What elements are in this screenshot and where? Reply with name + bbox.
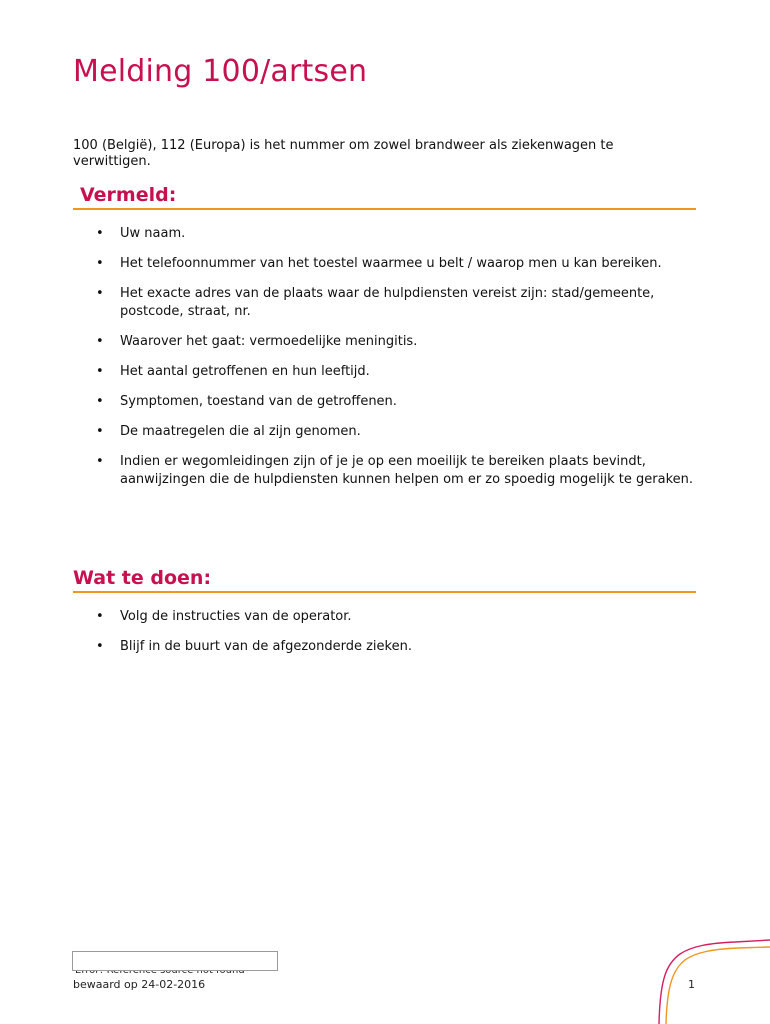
wat-te-doen-list [73, 608, 693, 668]
bullet-icon: • [96, 364, 104, 379]
list-item [73, 393, 693, 411]
list-item-text: Blijf in de buurt van de afgezonderde zieken. [120, 639, 412, 654]
list-item [73, 225, 693, 243]
footer-saved-date: bewaard op 24-02-2016 [73, 978, 206, 991]
list-item [73, 285, 693, 321]
intro-paragraph: 100 (België), 112 (Europa) is het nummer om zowel brandweer als ziekenwagen te verwittigen. [73, 138, 614, 169]
list-item [73, 363, 693, 381]
bullet-icon: • [96, 424, 104, 439]
list-item-text: Uw naam. [120, 226, 186, 241]
list-item-text: Volg de instructies van de operator. [120, 609, 352, 624]
bullet-icon: • [96, 454, 104, 469]
section-title: Wat te doen: [73, 567, 212, 589]
page-title: Melding 100/artsen [73, 54, 368, 89]
bullet-icon: • [96, 286, 104, 301]
section-heading-wat-te-doen [73, 567, 696, 593]
list-item [73, 608, 693, 626]
section-title: Vermeld: [80, 184, 177, 206]
vermeld-list [73, 225, 693, 501]
decorative-curve-icon [640, 930, 770, 1024]
bullet-icon: • [96, 639, 104, 654]
list-item-text: Waarover het gaat: vermoedelijke meningitis. [120, 334, 418, 349]
section-heading-vermeld [73, 184, 696, 210]
list-item-text: Het telefoonnummer van het toestel waarmee u belt / waarop men u kan bereiken. [120, 256, 662, 271]
list-item [73, 255, 693, 273]
list-item-text: Symptomen, toestand van de getroffenen. [120, 394, 397, 409]
list-item [73, 333, 693, 351]
list-item-text: De maatregelen die al zijn genomen. [120, 424, 361, 439]
bullet-icon: • [96, 256, 104, 271]
bullet-icon: • [96, 334, 104, 349]
list-item-text: Het aantal getroffenen en hun leeftijd. [120, 364, 370, 379]
bullet-icon: • [96, 609, 104, 624]
list-item-text: Het exacte adres van de plaats waar de hulpdiensten vereist zijn: stad/gemeente, postcode, straat, nr. [120, 286, 655, 319]
list-item [73, 453, 693, 489]
bullet-icon: • [96, 226, 104, 241]
list-item [73, 423, 693, 441]
list-item [73, 638, 693, 656]
list-item-text: Indien er wegomleidingen zijn of je je op een moeilijk te bereiken plaats bevindt, aanwijzingen die de hulpdiensten kunnen helpen om er zo spoedig mogelijk te geraken. [120, 454, 694, 487]
page-number: 1 [688, 978, 695, 991]
bullet-icon: • [96, 394, 104, 409]
footer-field-box [72, 951, 278, 971]
